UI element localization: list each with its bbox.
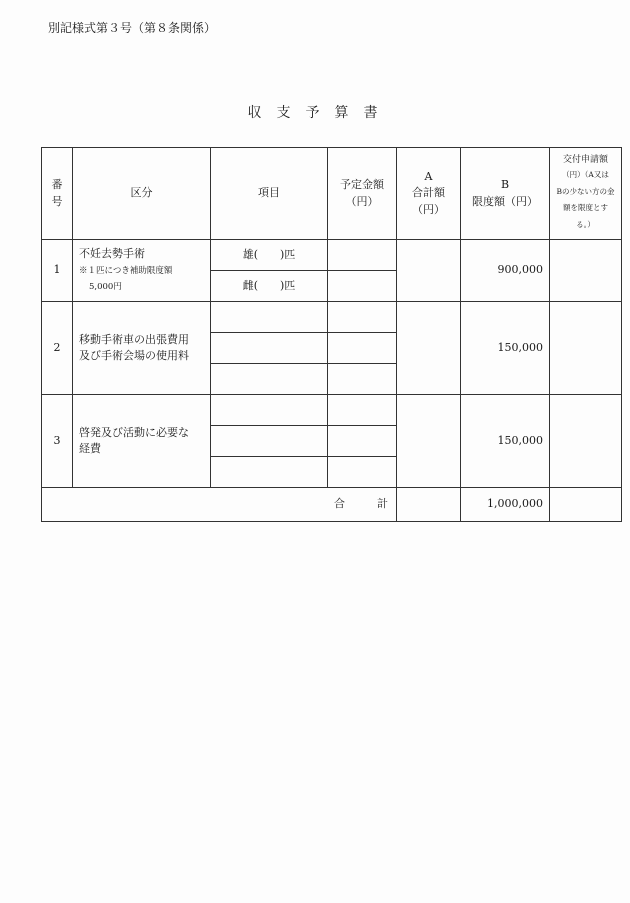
planned-cell [328,364,397,395]
item-cell [211,333,328,364]
document-title: 収支予算書 [247,105,393,121]
item-female: 雌( )匹 [211,271,328,302]
table-row [42,395,622,426]
item-cell [211,302,328,333]
row-number: 1 [42,240,73,302]
planned-cell [328,302,397,333]
limit-cell: 900,000 [461,240,550,302]
planned-cell [328,333,397,364]
table-row [42,240,622,271]
item-cell [211,457,328,488]
item-cell [211,364,328,395]
header-limit-b: B 限度額（円） [461,148,550,240]
total-row [42,488,622,522]
total-limit: 1,000,000 [461,488,550,522]
item-cell [211,395,328,426]
total-a-cell [397,488,461,522]
planned-cell [328,395,397,426]
planned-cell [328,426,397,457]
total-label: 合 計 [42,488,397,522]
header-number: 番 号 [42,148,73,240]
form-number: 別記様式第３号（第８条関係） [48,21,217,35]
table-row [42,302,622,333]
total-a-cell [397,395,461,488]
header-row [42,148,622,240]
row-number: 3 [42,395,73,488]
header-planned-amount: 予定金額 （円） [328,148,397,240]
row-category: 移動手術車の出張費用 及び手術会場の使用料 [73,302,211,395]
header-requested-amount: 交付申請額 （円）（A又は Bの少ない方の金 額を限度とす る。） [550,148,622,240]
requested-cell [550,240,622,302]
limit-cell: 150,000 [461,302,550,395]
item-cell [211,426,328,457]
total-a-cell [397,302,461,395]
planned-cell [328,457,397,488]
requested-cell [550,302,622,395]
planned-cell [328,240,397,271]
total-requested-cell [550,488,622,522]
row-category: 啓発及び活動に必要な 経費 [73,395,211,488]
planned-cell [328,271,397,302]
header-item: 項目 [211,148,328,240]
item-male: 雄( )匹 [211,240,328,271]
total-a-cell [397,240,461,302]
budget-table [41,147,622,522]
requested-cell [550,395,622,488]
limit-cell: 150,000 [461,395,550,488]
header-category: 区分 [73,148,211,240]
row-category: 不妊去勢手術 ※１匹につき補助限度額 5,000円 [73,240,211,302]
header-total-a: A 合計額 （円） [397,148,461,240]
row-number: 2 [42,302,73,395]
